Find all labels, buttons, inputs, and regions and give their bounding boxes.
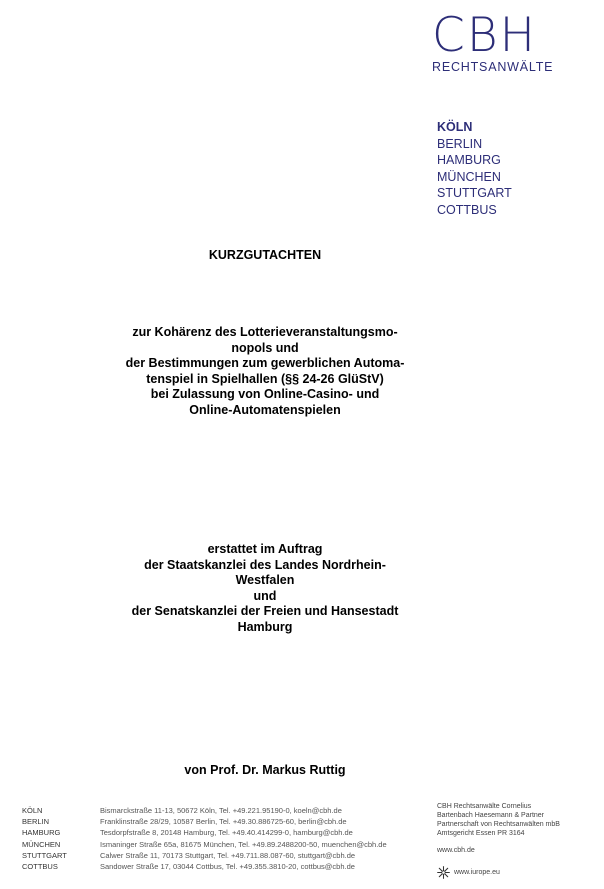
commission-line: der Staatskanzlei des Landes Nordrhein-: [144, 557, 386, 572]
document-subject: [0, 325, 530, 418]
subject-line: tenspiel in Spielhallen (§§ 24-26 GlüStV): [146, 371, 384, 386]
commission-line: Hamburg: [237, 619, 293, 634]
logo-wordmark: CBH: [432, 8, 537, 63]
europe-link[interactable]: www.iurope.eu: [454, 869, 500, 876]
star-network-icon: [437, 866, 450, 879]
office-koeln: KÖLN: [437, 120, 473, 134]
commission-line: der Senatskanzlei der Freien und Hansestadt: [131, 604, 399, 618]
firm-line: CBH Rechtsanwälte Cornelius: [437, 803, 532, 810]
footer-address-row: [22, 805, 387, 816]
footer-city: KÖLN: [22, 806, 43, 815]
footer-city: BERLIN: [22, 817, 50, 827]
firm-line: Bartenbach Haesemann & Partner: [437, 812, 545, 819]
document-title: KURZGUTACHTEN: [208, 248, 322, 262]
footer-address-row: [22, 861, 387, 872]
subject-line: Online-Automatenspielen: [189, 402, 341, 417]
footer-address: Tesdorpfstraße 8, 20148 Hamburg, Tel. +49.40.414299-0, hamburg@cbh.de: [100, 828, 353, 838]
office-cottbus: COTTBUS: [437, 202, 497, 217]
commission-line: erstattet im Auftrag: [207, 542, 323, 556]
footer-firm-info: [437, 802, 597, 879]
cbh-logo: [432, 10, 582, 74]
footer-addresses: [22, 805, 387, 872]
footer-address: Sandower Straße 17, 03044 Cottbus, Tel. +49.355.3810-20, cottbus@cbh.de: [100, 862, 355, 872]
footer-address: Franklinstraße 28/29, 10587 Berlin, Tel. +49.30.886725-60, berlin@cbh.de: [100, 817, 347, 827]
office-berlin: BERLIN: [437, 136, 483, 151]
subject-line: der Bestimmungen zum gewerblichen Automa-: [125, 356, 405, 370]
firm-line: Partnerschaft von Rechtsanwälten mbB: [437, 821, 560, 828]
footer-address: Calwer Straße 11, 70173 Stuttgart, Tel. +49.711.88.087-60, stuttgart@cbh.de: [100, 850, 356, 860]
office-muenchen: MÜNCHEN: [437, 169, 501, 184]
subject-line: nopols und: [231, 340, 299, 355]
subject-line: zur Kohärenz des Lotterieveranstaltungsmo-: [132, 325, 398, 339]
europe-network[interactable]: [437, 866, 597, 879]
commission-line: und: [253, 588, 277, 603]
website-link[interactable]: www.cbh.de: [437, 847, 475, 854]
office-list: [437, 119, 512, 218]
office-stuttgart: STUTTGART: [437, 186, 512, 200]
footer-address-row: [22, 827, 387, 838]
footer-city: STUTTGART: [22, 850, 67, 860]
footer-address: Ismaninger Straße 65a, 81675 München, Tel. +49.89.2488200-50, muenchen@cbh.de: [100, 839, 387, 849]
footer-address-row: [22, 850, 387, 861]
footer-city: HAMBURG: [22, 828, 61, 838]
footer-address: Bismarckstraße 11-13, 50672 Köln, Tel. +49.221.95190-0, koeln@cbh.de: [100, 806, 342, 815]
commission-line: Westfalen: [235, 573, 295, 587]
footer-city: MÜNCHEN: [22, 839, 61, 849]
footer-city: COTTBUS: [22, 862, 58, 872]
logo-tagline: RECHTSANWÄLTE: [432, 60, 554, 74]
firm-line: Amtsgericht Essen PR 3164: [437, 830, 525, 837]
commission-statement: [0, 542, 530, 635]
footer-address-row: [22, 839, 387, 850]
document-author: von Prof. Dr. Markus Ruttig: [184, 763, 346, 777]
footer-address-row: [22, 816, 387, 827]
office-hamburg: HAMBURG: [437, 153, 501, 167]
subject-line: bei Zulassung von Online-Casino- und: [150, 387, 380, 401]
